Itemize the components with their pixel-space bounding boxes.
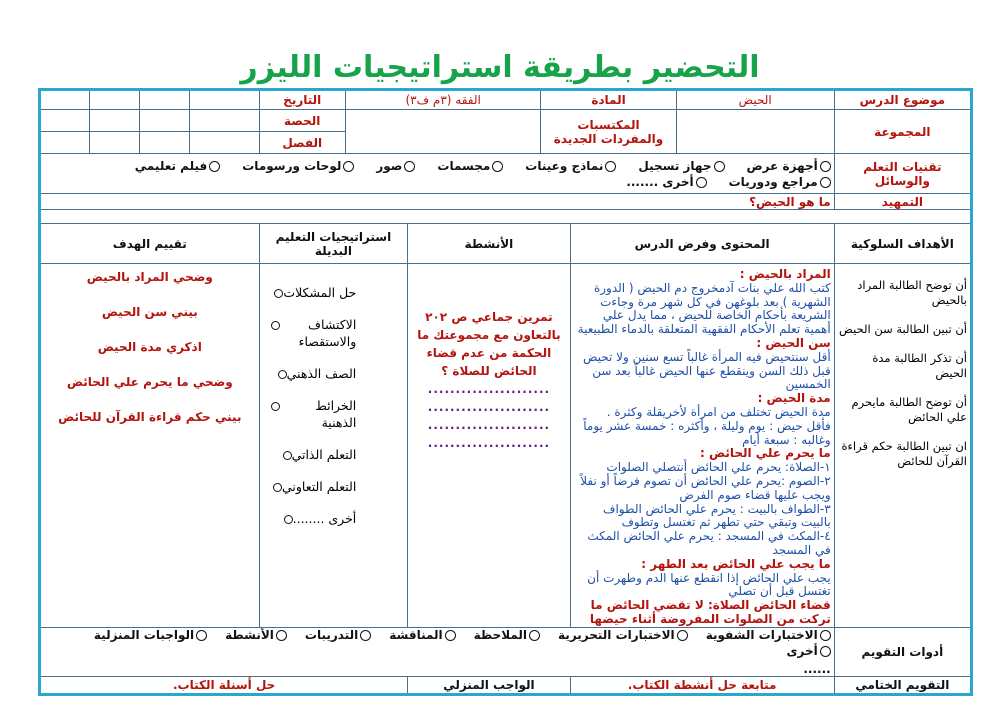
tools-option[interactable]: الملاحظة bbox=[474, 628, 540, 642]
assessment-item: وضحي ما يحرم علي الحائض bbox=[66, 375, 233, 389]
tech-option[interactable]: أجهزة عرض bbox=[747, 159, 831, 173]
date-cell-4[interactable] bbox=[40, 90, 90, 110]
tech-option[interactable]: نماذج وعينات bbox=[525, 159, 616, 173]
objective-item: أن توضح الطالبة مايحرم علي الحائض bbox=[851, 395, 967, 424]
content-header: المحتوى وفرض الدرس bbox=[570, 224, 834, 264]
intro-value: ما هو الحيض؟ bbox=[40, 194, 835, 210]
content-line: يجب علي الحائض إذا انقطع عنها الدم وطهرت أن تغتسل قبل أن تصلي bbox=[587, 570, 831, 599]
homework-value: حل أسنلة الكتاب. bbox=[40, 676, 408, 694]
activity-text: تمرين جماعي ص ٢٠٢ بالتعاون مع مجموعتك ما الحكمة من عدم قضاء الحائض للصلاة ؟ bbox=[417, 310, 561, 378]
strategy-option[interactable]: التعلم التعاوني bbox=[263, 478, 405, 495]
date-label: التاريخ bbox=[259, 90, 345, 110]
activity-dots: ...................... bbox=[427, 382, 551, 396]
tools-option[interactable]: التدريبات bbox=[305, 628, 371, 642]
strategy-option[interactable]: التعلم الذاتي bbox=[263, 446, 405, 463]
tools-option[interactable]: المناقشة bbox=[389, 628, 455, 642]
tech-option[interactable]: جهاز تسجيل bbox=[638, 159, 724, 173]
content-line: ٣-الطواف بالبيت : يحرم علي الحائض الطواف بالبيت وتبقي حتي تطهر ثم تغتسل وتطوف bbox=[603, 501, 831, 530]
date-cell-3[interactable] bbox=[90, 90, 140, 110]
content-line: ٢-الصوم :يحرم علي الحائض أن تصوم فرضاً أو نفلاً ويجب عليها قضاء صوم الفرض bbox=[580, 473, 831, 502]
date-cell-1[interactable] bbox=[189, 90, 259, 110]
strategy-option[interactable]: الصف الذهني bbox=[263, 365, 405, 382]
page-title: التحضير بطريقة استراتيجيات الليزر bbox=[240, 50, 760, 85]
content-line: المراد بالحيض : bbox=[739, 267, 831, 281]
tools-option[interactable]: الاختبارات التحريرية bbox=[558, 628, 688, 642]
topic-label: موضوع الدرس bbox=[834, 90, 971, 110]
tools-option[interactable]: أخرى bbox=[786, 644, 830, 658]
objective-item: أن تذكر الطالبة مدة الحيض bbox=[872, 351, 967, 380]
strategy-option[interactable]: حل المشكلات bbox=[263, 284, 405, 301]
date-cell-2[interactable] bbox=[139, 90, 189, 110]
content-line: مدة الحيض : bbox=[757, 391, 831, 406]
content-line: ما يحرم علي الحائض : bbox=[699, 446, 831, 461]
tech-option[interactable]: لوحات ورسومات bbox=[242, 159, 354, 173]
group-label: المجموعة bbox=[834, 110, 971, 154]
content-line: ما يجب علي الحائض بعد الطهر : bbox=[641, 556, 831, 571]
intro-label: التمهيد bbox=[834, 194, 971, 210]
vocab-value[interactable] bbox=[345, 110, 541, 154]
activity-dots: ...................... bbox=[427, 436, 551, 450]
strategy-option[interactable]: الخرائط الذهنية bbox=[263, 397, 405, 431]
content-line: سن الحيض : bbox=[756, 335, 831, 350]
tech-option[interactable]: مراجع ودوريات bbox=[729, 175, 831, 189]
strategies-cell bbox=[259, 264, 408, 628]
subject-label: المادة bbox=[541, 90, 676, 110]
strategy-option[interactable]: الاكتشاف والاستقصاء bbox=[263, 316, 405, 350]
activities-cell bbox=[408, 264, 570, 628]
objective-item: أن تبين الطالبة سن الحيض bbox=[838, 322, 967, 336]
tools-label: أدوات التقويم bbox=[834, 627, 971, 676]
topic-value: الحيض bbox=[676, 90, 834, 110]
assessment-cell bbox=[40, 264, 260, 628]
period-cell-4[interactable] bbox=[40, 110, 90, 132]
class-cell-4[interactable] bbox=[40, 132, 90, 154]
period-label: الحصة bbox=[259, 110, 345, 132]
group-value[interactable] bbox=[676, 110, 834, 154]
tools-option[interactable]: الأنشطة bbox=[225, 628, 287, 642]
objective-item: أن توضح الطالبة المراد بالحيض bbox=[857, 278, 967, 307]
tech-option[interactable]: مجسمات bbox=[437, 159, 503, 173]
final-value: متابعة حل أنشطة الكتاب. bbox=[570, 676, 834, 694]
strategies-header: استراتيجيات التعليم البديلة bbox=[259, 224, 408, 264]
content-line: قضاء الحائض الصلاة: لا تقضي الحائض ما تركت من الصلوات المفروضة أثناء حيضها bbox=[589, 598, 831, 626]
activity-dots: ...................... bbox=[427, 418, 551, 432]
content-line: ٤-المكث في المسجد : يحرم علي الحائض المكث في المسجد bbox=[587, 529, 831, 557]
assessment-item: بيني حكم قراءة القرآن للحائض bbox=[58, 410, 242, 424]
tools-options bbox=[40, 627, 835, 676]
content-line: أقل سنتحيض فيه المرأة غالباً تسع سنين ولا تحيض قبل ذلك السن وينقطع عنها الحيض غالباً بعد سن الخمسين bbox=[582, 349, 831, 392]
period-cell-1[interactable] bbox=[189, 110, 259, 132]
class-label: الفصل bbox=[259, 132, 345, 154]
final-label: التقويم الختامي bbox=[834, 676, 971, 694]
class-cell-1[interactable] bbox=[189, 132, 259, 154]
objectives-cell bbox=[834, 264, 971, 628]
tools-dots: ...... bbox=[803, 661, 831, 676]
assessment-item: بيني سن الحيض bbox=[101, 305, 198, 319]
homework-label: الواجب المنزلي bbox=[408, 676, 570, 694]
objectives-header: الأهداف السلوكية bbox=[834, 224, 971, 264]
strategy-option[interactable]: أخرى ........ bbox=[263, 510, 405, 527]
content-line: كتب الله علي بنات آدمخروج دم الحيض ( الدورة الشهرية ) بعد بلوغهن في كل شهر مرة وجاءت الشريعة بأحكام الخاصة للحيض ، مما يدل علي أهمية تعلم الأحكام الفقهية المتعلقة بالدماء الطبيعية bbox=[577, 280, 831, 337]
tech-option[interactable]: أخرى ....... bbox=[626, 175, 706, 189]
activities-header: الأنشطة bbox=[408, 224, 570, 264]
class-cell-3[interactable] bbox=[90, 132, 140, 154]
tech-option[interactable]: صور bbox=[376, 159, 415, 173]
activity-dots: ...................... bbox=[427, 400, 551, 414]
subject-value: الفقه (٣م ف٣) bbox=[345, 90, 541, 110]
objective-item: ان تبين الطالبة حكم قراءة القرآن للحائض bbox=[841, 439, 967, 468]
assessment-header: تقييم الهدف bbox=[40, 224, 260, 264]
assessment-item: وضحي المراد بالحيض bbox=[86, 270, 213, 284]
period-cell-3[interactable] bbox=[90, 110, 140, 132]
content-line: مدة الحيض تختلف من امرأة لأخريقلة وكثرة . bbox=[606, 404, 831, 419]
class-cell-2[interactable] bbox=[139, 132, 189, 154]
lesson-plan-table bbox=[38, 88, 973, 696]
tools-option[interactable]: الاختبارات الشفوية bbox=[706, 628, 831, 642]
spacer-row bbox=[40, 210, 972, 224]
vocab-label: المكتسبات والمفردات الجديدة bbox=[541, 110, 676, 154]
tech-label: تقنيات التعلم والوسائل bbox=[834, 154, 971, 194]
tech-option[interactable]: فيلم تعليمي bbox=[135, 159, 221, 173]
content-line: ١-الصلاة: يحرم علي الحائض أنتصلي الصلوات bbox=[606, 460, 831, 475]
tech-options bbox=[40, 154, 835, 194]
assessment-item: اذكري مدة الحيض bbox=[97, 340, 202, 354]
content-cell bbox=[570, 264, 834, 628]
tools-option[interactable]: الواجبات المنزلية bbox=[94, 628, 207, 642]
period-cell-2[interactable] bbox=[139, 110, 189, 132]
content-line: فأقل حيض : يوم وليلة ، وأكثره : خمسة عشر يوماً وغالبه : سبعة أيام bbox=[583, 418, 831, 447]
